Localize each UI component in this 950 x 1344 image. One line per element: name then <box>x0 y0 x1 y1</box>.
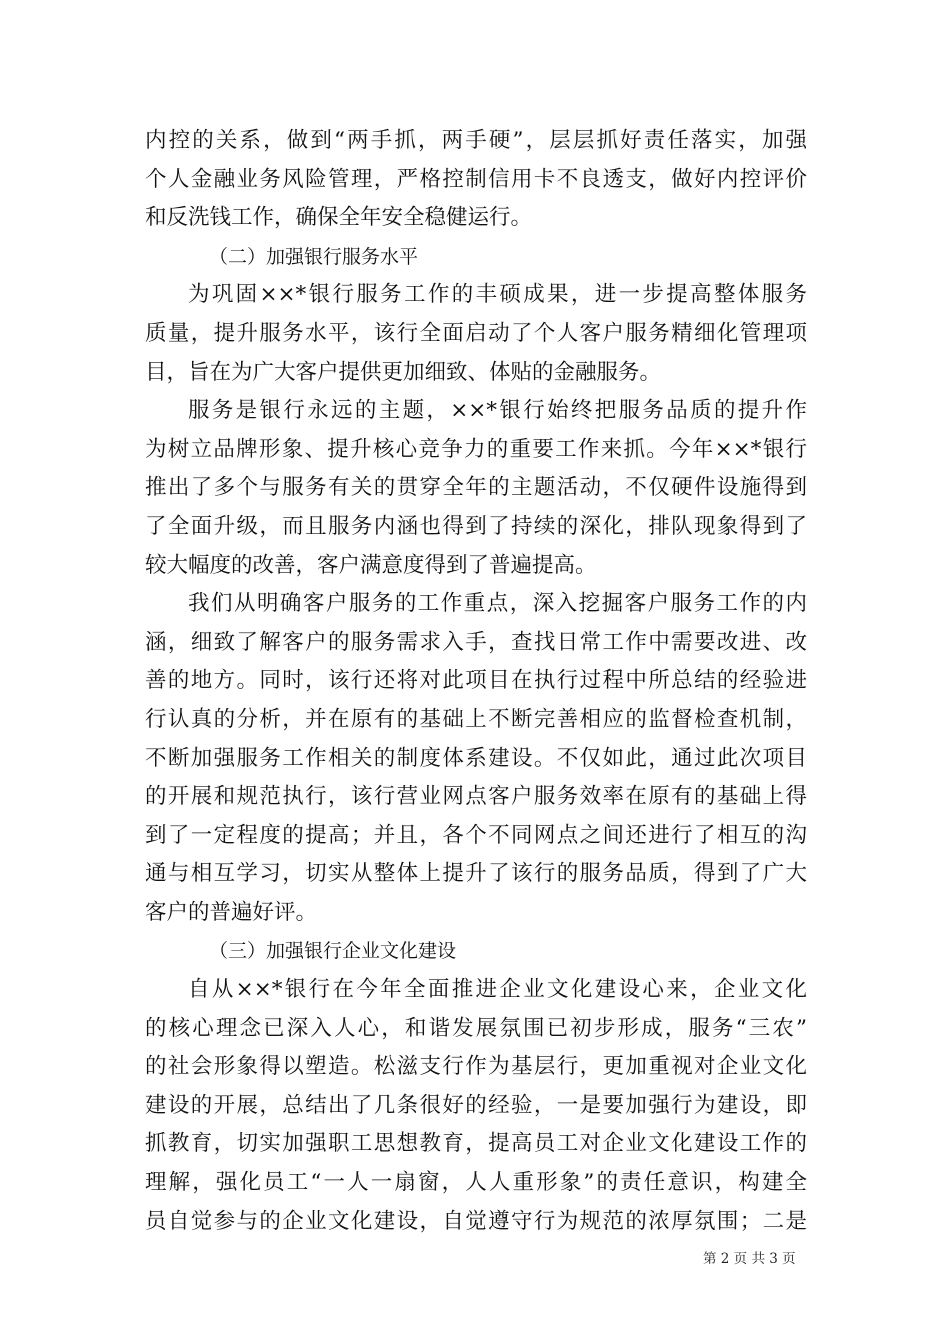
paragraph <box>145 122 807 238</box>
paragraph-line: 为巩固××*银行服务工作的丰硕成果，进一步提高整体服务 <box>188 282 807 308</box>
page-number: 第 2 页 共 3 页 <box>703 1251 796 1267</box>
paragraph-line: 较大幅度的改善，客户满意度得到了普遍提高。 <box>145 552 597 578</box>
paragraph <box>145 276 807 392</box>
paragraph-line: 客户的普遍好评。 <box>145 899 318 925</box>
paragraph-line: 个人金融业务风险管理，严格控制信用卡不良透支，做好内控评价 <box>145 166 807 192</box>
paragraph-line: 建设的开展，总结出了几条很好的经验，一是要加强行为建设，即 <box>145 1092 807 1118</box>
paragraph-line: 善的地方。同时，该行还将对此项目在执行过程中所总结的经验进 <box>145 668 807 694</box>
paragraph-line: 了全面升级，而且服务内涵也得到了持续的深化，排队现象得到了 <box>145 513 807 539</box>
paragraph-line: 抓教育，切实加强职工思想教育，提高员工对企业文化建设工作的 <box>145 1131 807 1157</box>
section-heading <box>145 238 807 277</box>
paragraph-line: 我们从明确客户服务的工作重点，深入挖掘客户服务工作的内 <box>188 591 807 617</box>
paragraph <box>145 392 807 585</box>
paragraph-line: 员自觉参与的企业文化建设，自觉遵守行为规范的浓厚氛围；二是 <box>145 1208 807 1234</box>
paragraph-line: 的核心理念已深入人心，和谐发展氛围已初步形成，服务“三农” <box>145 1015 807 1041</box>
paragraph-line: 涵，细致了解客户的服务需求入手，查找日常工作中需要改进、改 <box>145 629 807 655</box>
paragraph-line: 目，旨在为广大客户提供更加细致、体贴的金融服务。 <box>145 359 662 385</box>
section-heading-text: （二）加强银行服务水平 <box>209 245 419 268</box>
paragraph-line: 自从××*银行在今年全面推进企业文化建设心来，企业文化 <box>188 977 807 1003</box>
paragraph <box>145 585 807 932</box>
document-body <box>145 122 807 1241</box>
paragraph-line: 为树立品牌形象、提升核心竞争力的重要工作来抓。今年××*银行 <box>145 436 807 462</box>
paragraph-line: 行认真的分析，并在原有的基础上不断完善相应的监督检查机制， <box>145 706 807 732</box>
paragraph-line: 推出了多个与服务有关的贯穿全年的主题活动，不仅硬件设施得到 <box>145 475 807 501</box>
paragraph-line: 的开展和规范执行，该行营业网点客户服务效率在原有的基础上得 <box>145 784 807 810</box>
section-heading <box>145 932 807 971</box>
paragraph-line: 到了一定程度的提高；并且，各个不同网点之间还进行了相互的沟 <box>145 822 807 848</box>
paragraph-line: 服务是银行永远的主题，××*银行始终把服务品质的提升作 <box>188 398 807 424</box>
paragraph-line: 理解，强化员工“一人一扇窗，人人重形象”的责任意识，构建全 <box>145 1170 807 1196</box>
paragraph-line: 不断加强服务工作相关的制度体系建设。不仅如此，通过此次项目 <box>145 745 807 771</box>
paragraph <box>145 971 807 1241</box>
paragraph-line: 通与相互学习，切实从整体上提升了该行的服务品质，得到了广大 <box>145 861 807 887</box>
paragraph-line: 质量，提升服务水平，该行全面启动了个人客户服务精细化管理项 <box>145 320 807 346</box>
paragraph-line: 和反洗钱工作，确保全年安全稳健运行。 <box>145 205 533 231</box>
section-heading-text: （三）加强银行企业文化建设 <box>209 940 457 963</box>
paragraph-line: 内控的关系，做到“两手抓，两手硬”，层层抓好责任落实，加强 <box>145 128 807 153</box>
paragraph-line: 的社会形象得以塑造。松滋支行作为基层行，更加重视对企业文化 <box>145 1054 807 1080</box>
